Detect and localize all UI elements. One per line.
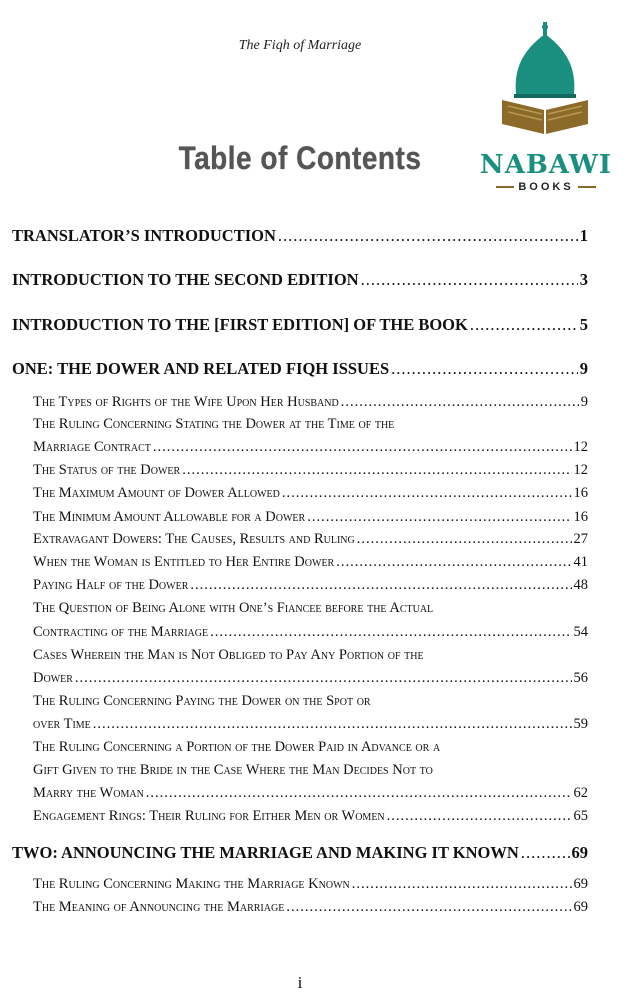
toc-section[interactable]: When the Woman is Entitled to Her Entire Dower ..... 41 [33, 554, 588, 571]
toc-section-line: The Question of Being Alone with One’s Fiancee before the Actual [33, 600, 434, 616]
publisher-logo [478, 22, 614, 193]
toc-section[interactable]: Engagement Rings: Their Ruling for Either Men or Women ..... 65 [33, 808, 588, 825]
toc-section-line: The Ruling Concerning Stating the Dower at the Time of the [33, 416, 395, 432]
toc-section[interactable]: The Maximum Amount of Dower Allowed ..... 16 [33, 485, 588, 502]
toc-section-line: Gift Given to the Bride in the Case Where the Man Decides Not to [33, 762, 433, 778]
toc-section[interactable]: Dower ..... 56 [33, 670, 588, 687]
toc-chapter[interactable]: ONE: THE DOWER AND RELATED FIQH ISSUES ..... 9 [12, 359, 588, 379]
running-header: The Fiqh of Marriage [238, 38, 362, 53]
toc-chapter[interactable]: TRANSLATOR’S INTRODUCTION ..... 1 [12, 226, 588, 246]
toc-section[interactable]: Marry the Woman ..... 62 [33, 785, 588, 802]
toc-chapter[interactable]: TWO: ANNOUNCING THE MARRIAGE AND MAKING IT KNOWN ..... 69 [12, 843, 588, 863]
toc-section[interactable]: The Meaning of Announcing the Marriage ..... 69 [33, 899, 588, 916]
logo-name: NABAWI [479, 150, 613, 180]
toc-section[interactable]: The Status of the Dower ..... 12 [33, 462, 588, 479]
toc-section[interactable]: Paying Half of the Dower ..... 48 [33, 577, 588, 594]
toc-section[interactable]: The Types of Rights of the Wife Upon Her Husband ..... 9 [33, 394, 588, 411]
toc-section[interactable]: over Time ..... 59 [33, 716, 588, 733]
toc-chapter[interactable]: INTRODUCTION TO THE [FIRST EDITION] OF THE BOOK ..... 5 [12, 315, 588, 335]
toc-chapter[interactable]: INTRODUCTION TO THE SECOND EDITION ..... 3 [12, 270, 588, 290]
toc-section[interactable]: Extravagant Dowers: The Causes, Results and Ruling ..... 27 [33, 531, 588, 548]
toc-section-line: The Ruling Concerning a Portion of the Dower Paid in Advance or a [33, 739, 441, 755]
page-number: i [297, 973, 303, 992]
logo-subtitle: BOOKS [478, 182, 614, 193]
toc-section[interactable]: The Minimum Amount Allowable for a Dower ..... 16 [33, 509, 588, 526]
toc-section-line: Cases Wherein the Man is Not Obliged to Pay Any Portion of the [33, 647, 424, 663]
toc-section[interactable]: Marriage Contract ..... 12 [33, 439, 588, 456]
toc-section[interactable]: Contracting of the Marriage ..... 54 [33, 624, 588, 641]
page-title: Table of Contents [178, 140, 422, 176]
toc-section[interactable]: The Ruling Concerning Making the Marriage Known ..... 69 [33, 876, 588, 893]
mosque-dome-book-icon [500, 22, 592, 150]
toc-section-line: The Ruling Concerning Paying the Dower on the Spot or [33, 693, 371, 709]
